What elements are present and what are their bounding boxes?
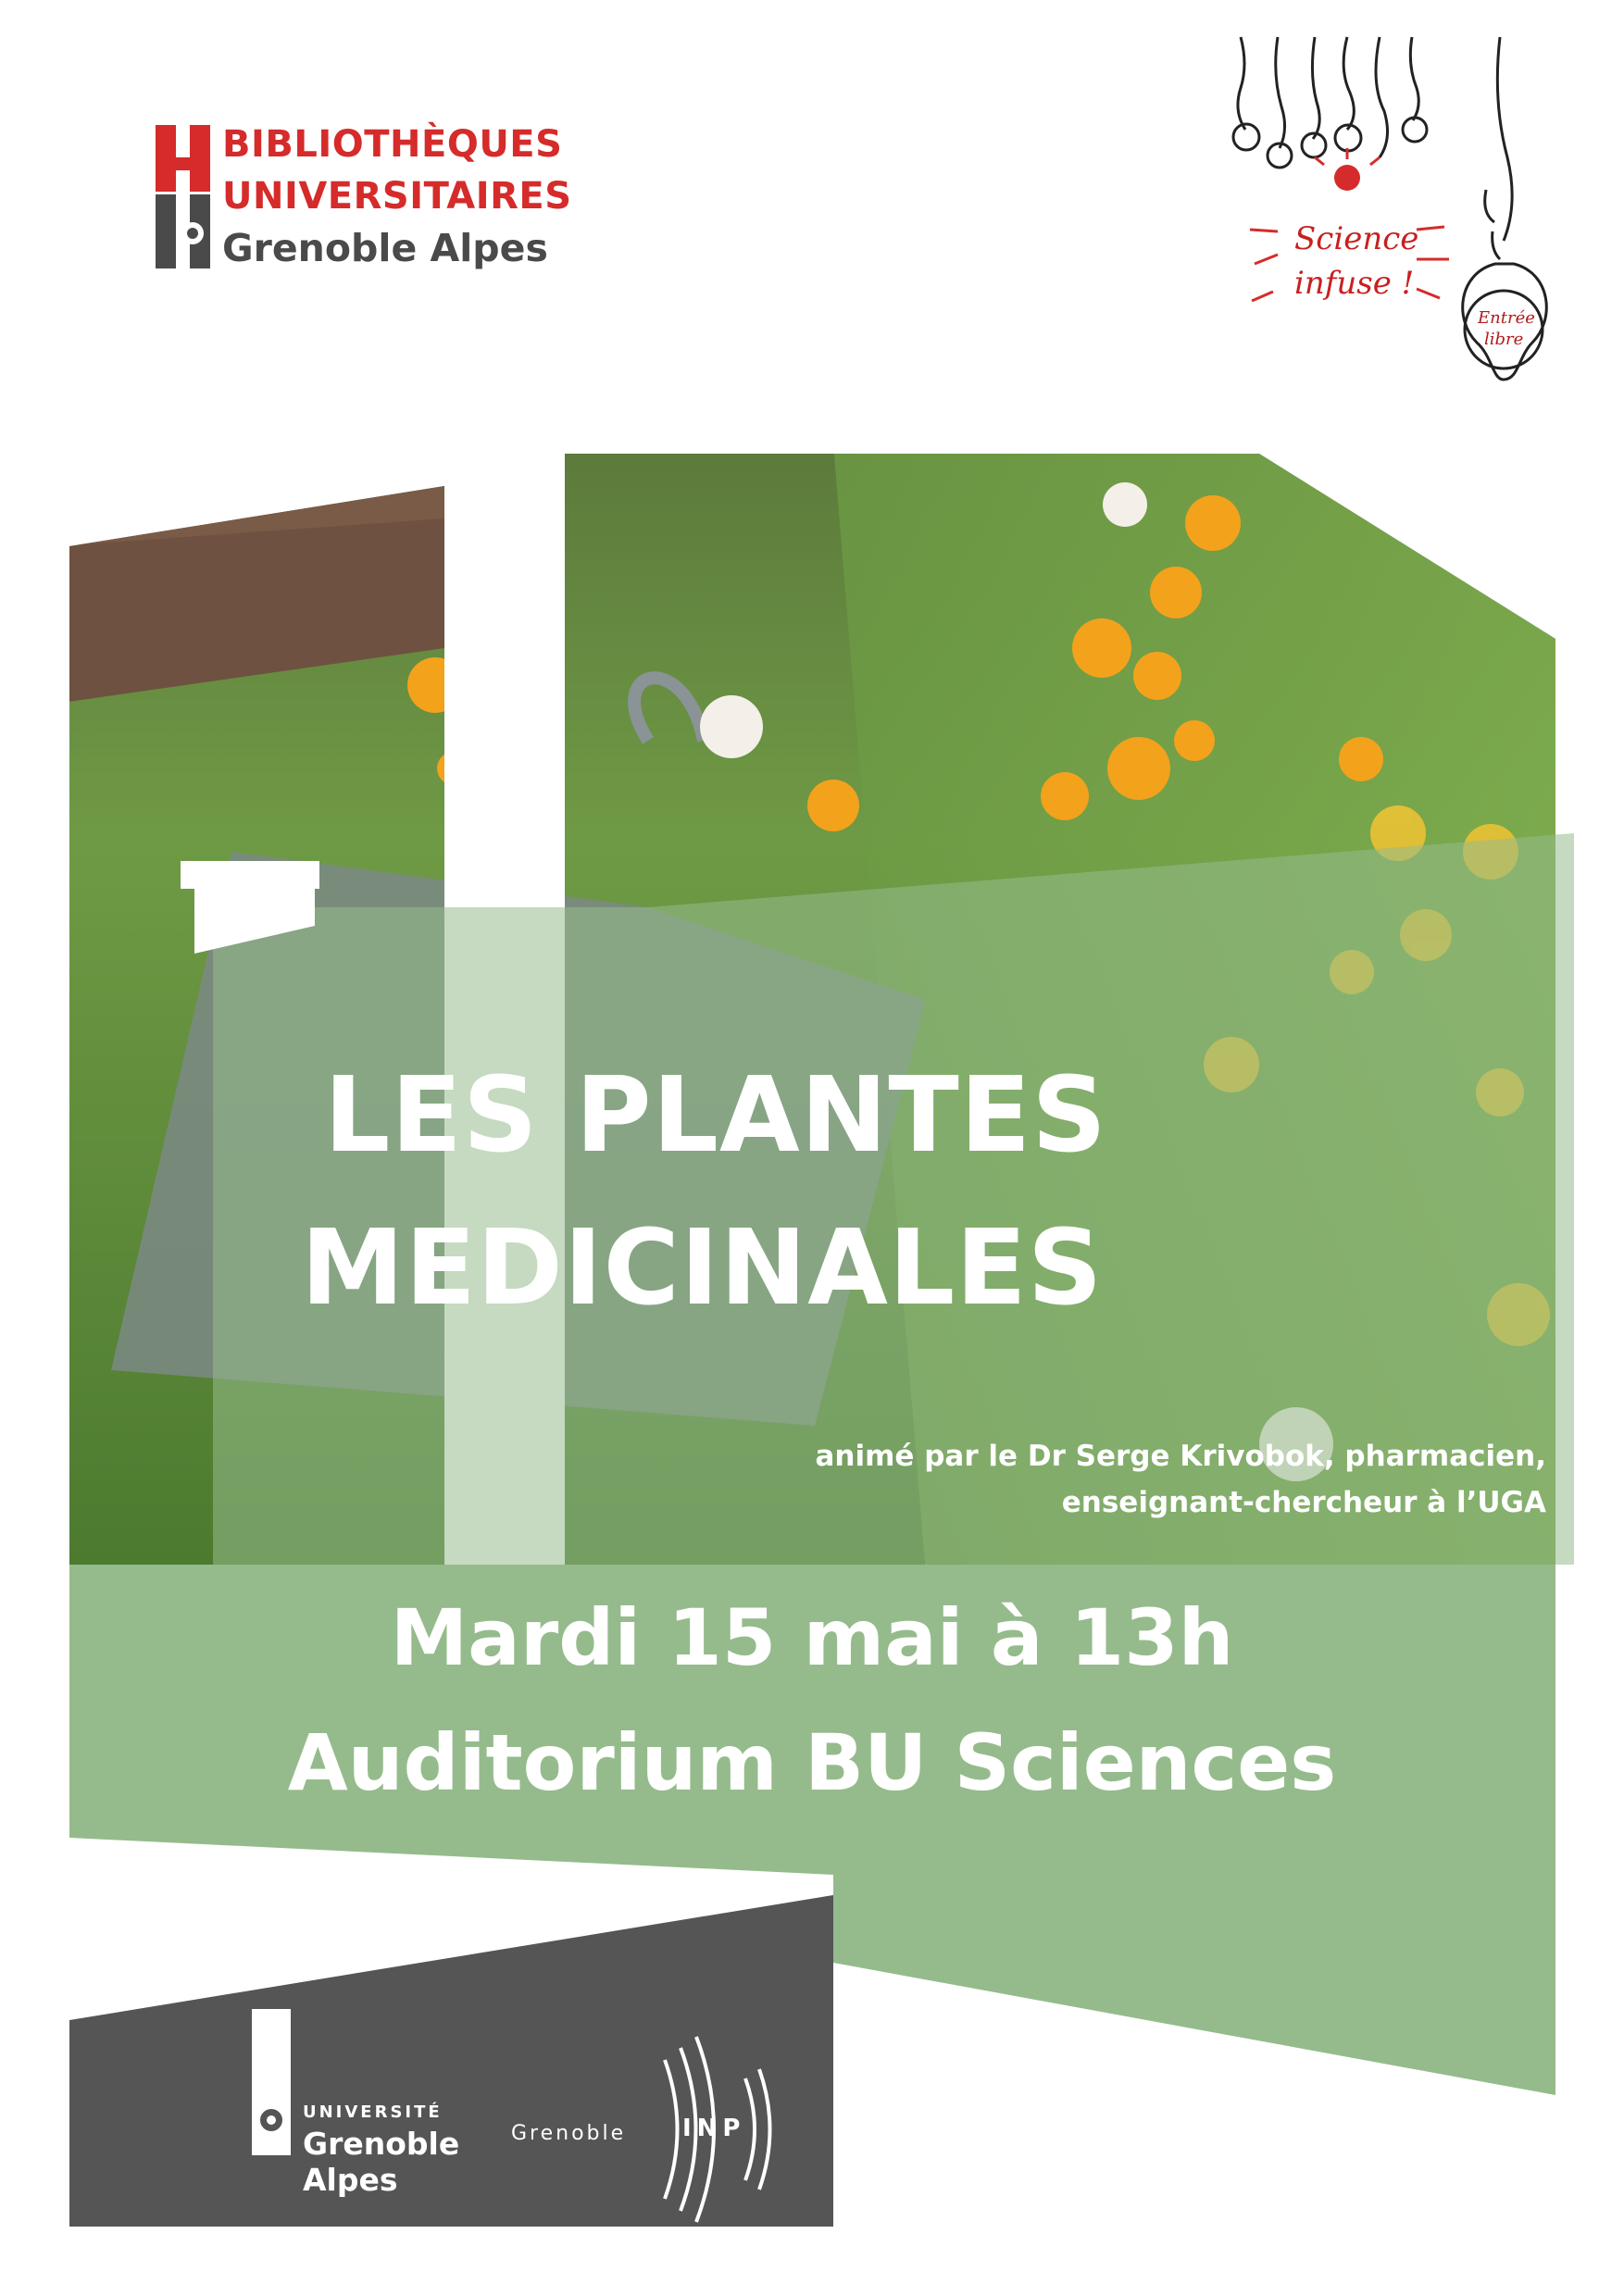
lightbulbs-illustration <box>1233 37 1546 380</box>
speaker-line1: animé par le Dr Serge Krivobok, pharmacien, <box>815 1440 1546 1473</box>
bu-logo-line3: Grenoble Alpes <box>222 226 548 270</box>
uga-logo-line2: Grenoble <box>303 2126 460 2162</box>
red-bulb-icon <box>1334 165 1360 191</box>
bu-logo-mark <box>156 125 210 268</box>
inp-logo-acronym: INP <box>682 2115 746 2142</box>
footer-band <box>69 1895 833 2227</box>
speaker-line2: enseignant-chercheur à l’UGA <box>1061 1486 1546 1519</box>
science-infuse-line2: infuse ! <box>1294 265 1415 302</box>
bu-logo-line1: BIBLIOTHÈQUES <box>222 123 563 166</box>
entree-libre-line2: libre <box>1484 330 1524 349</box>
uga-logo-line3: Alpes <box>303 2162 398 2198</box>
event-date: Mardi 15 mai à 13h <box>390 1592 1234 1683</box>
uga-logo-mark <box>252 2009 291 2155</box>
bu-logo-line2: UNIVERSITAIRES <box>222 175 572 218</box>
poster-title-line1: LES PLANTES <box>324 1055 1107 1176</box>
science-infuse-line1: Science <box>1294 220 1419 257</box>
inp-logo-text: Grenoble <box>511 2122 627 2145</box>
uga-logo-line1: UNIVERSITÉ <box>303 2103 443 2122</box>
poster-title-line2: MEDICINALES <box>301 1208 1104 1329</box>
entree-libre-line1: Entrée <box>1478 308 1535 328</box>
event-place: Auditorium BU Sciences <box>287 1717 1337 1808</box>
bu-logo <box>222 119 572 274</box>
